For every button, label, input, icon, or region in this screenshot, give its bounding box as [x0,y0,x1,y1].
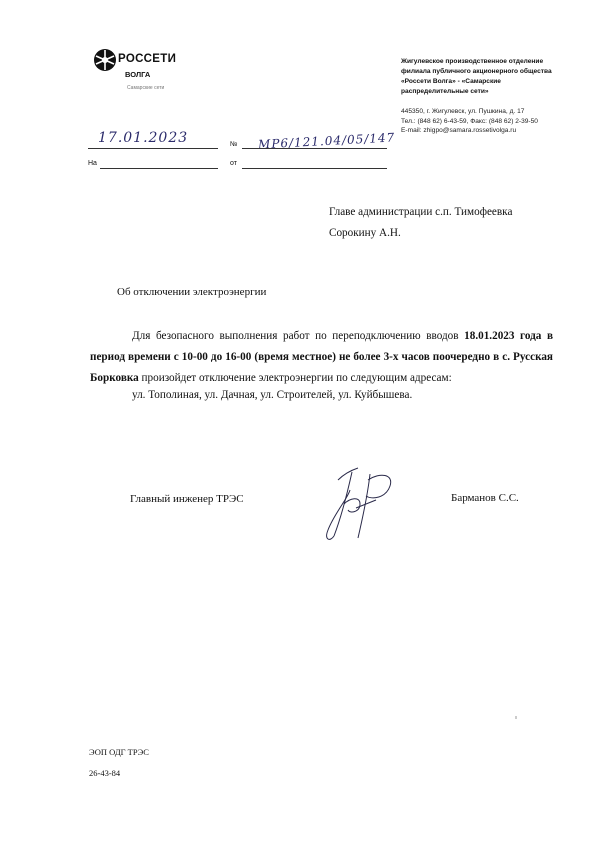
scan-mark [515,716,517,719]
on-label: На [88,160,97,167]
org-email: E-mail: zhigpo@samara.rossetivolga.ru [401,127,517,134]
date-handwritten: 17.01.2023 [98,130,189,146]
addressee-line: Главе администрации с.п. Тимофеевка [329,206,513,218]
number-prefix: № [230,141,238,148]
date-line [88,148,218,149]
from-line [242,168,387,169]
org-line: филиала публичного акционерного общества [401,68,552,75]
number-line [242,148,387,149]
org-contacts [401,107,586,136]
body-text: произойдет отключение электроэнергии по следующим адресам: [138,372,452,384]
addressee-block [329,202,512,244]
number-handwritten: МР6/121.04/05/147 [257,130,396,152]
org-header [401,57,576,97]
executor-phone: 26-43-84 [89,768,121,778]
body-text: Для безопасного выполнения работ по переподключению вводов [132,330,465,342]
handwritten-signature [308,460,408,555]
signatory-name: Барманов С.С. [451,492,519,504]
body-bold-text: 18.01.2023 года в период времени с 10-00 до 16-00 (время местное) не более 3-х часов поочередно в с. Русская Борковка [90,330,553,384]
org-phone: Тел.: (848 62) 6-43-59, Факс: (848 62) 2-39-50 [401,117,538,125]
body-paragraph [90,326,553,389]
org-address: 445350, г. Жигулевск, ул. Пушкина, д. 17 [401,108,525,115]
org-line: «Россети Волга» - «Самарские [401,78,501,85]
brand-name: РОССЕТИ [118,53,177,65]
brand-branch: Самарские сети [127,85,165,91]
executor-department: ЭОП ОДГ ТРЭС [89,747,149,757]
from-label: от [230,160,237,167]
on-line [100,168,218,169]
brand-region: ВОЛГА [125,70,151,79]
letter-subject: Об отключении электроэнергии [117,286,267,298]
signatory-title: Главный инженер ТРЭС [130,493,244,505]
addressee-line: Сорокину А.Н. [329,227,401,239]
rosseti-logo-icon [93,48,117,74]
org-line: распределительные сети» [401,88,489,95]
org-line: Жигулевское производственное отделение [401,58,544,65]
address-list: ул. Тополиная, ул. Дачная, ул. Строителей, ул. Куйбышева. [132,389,413,401]
